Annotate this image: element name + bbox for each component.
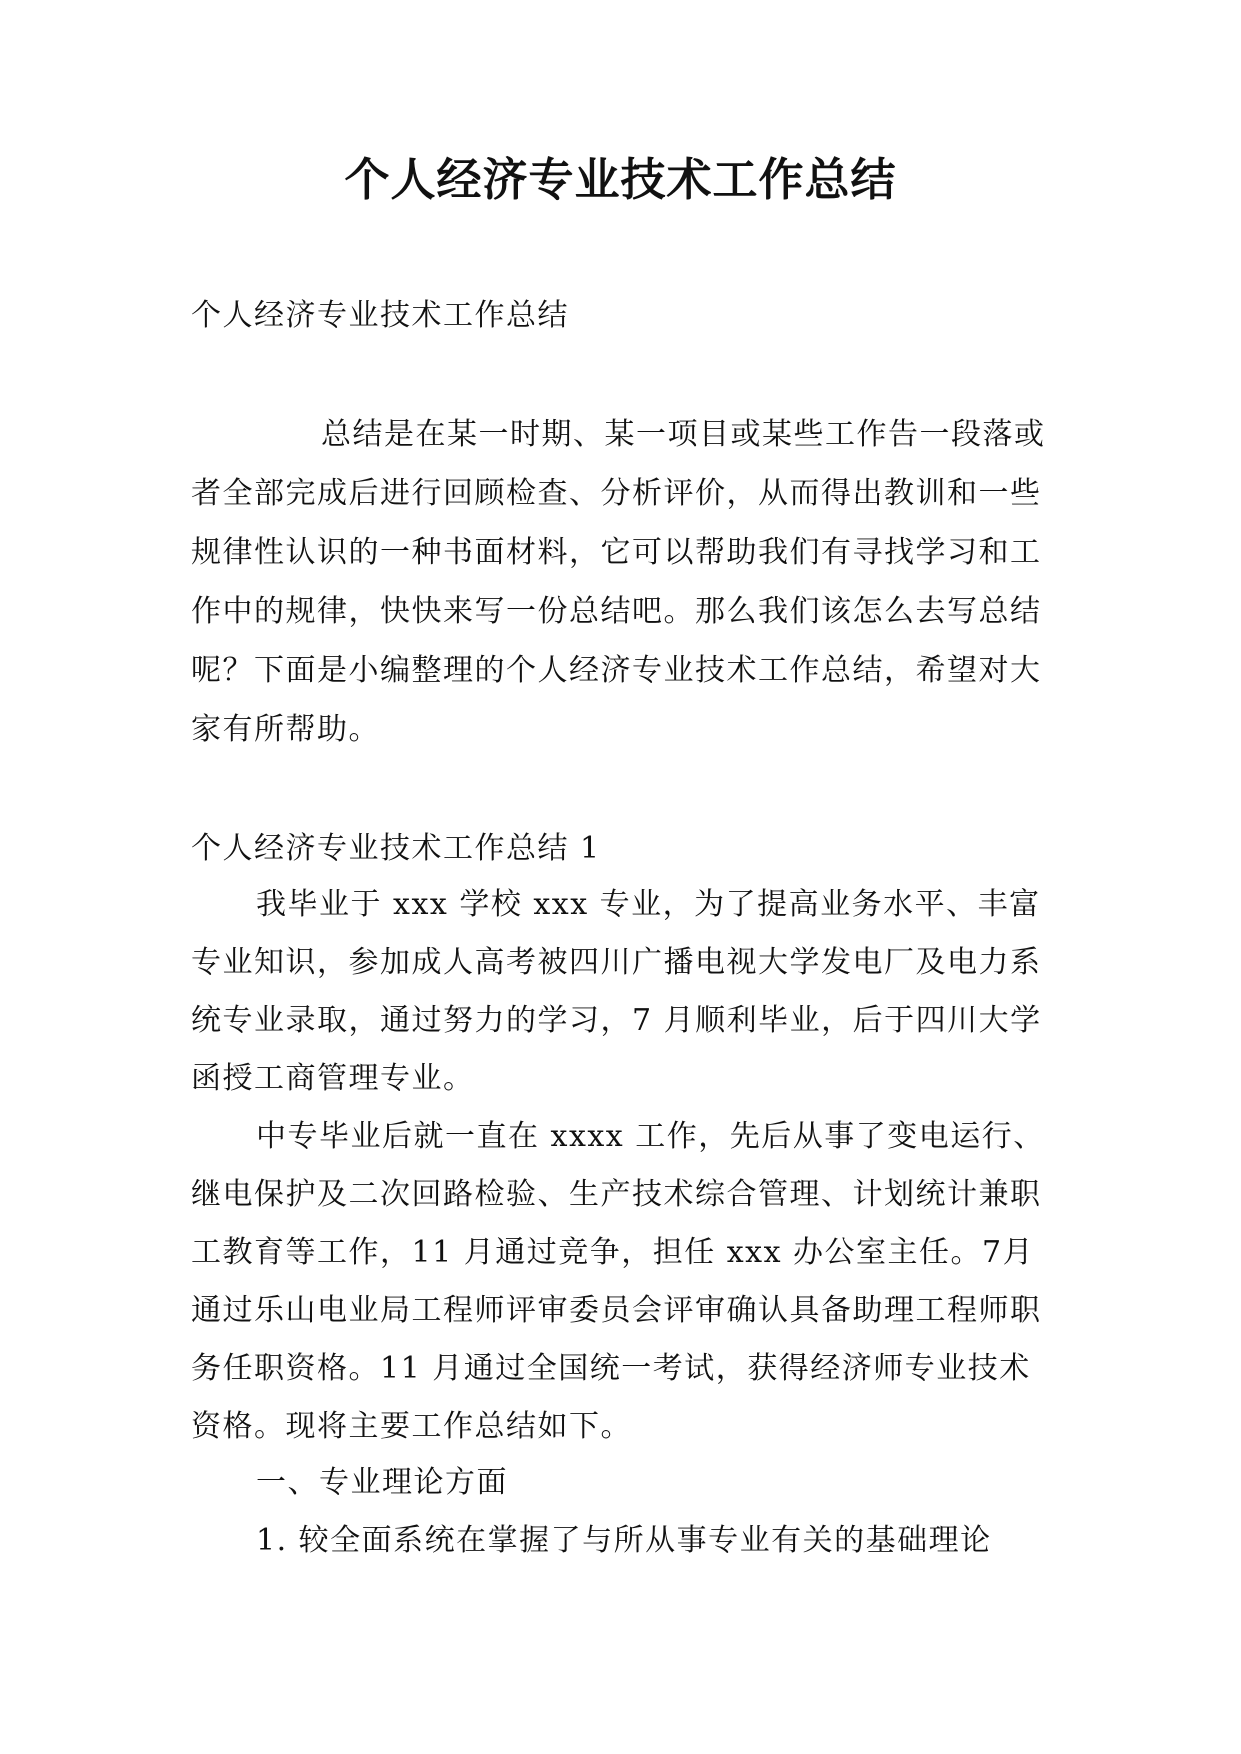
section-heading: 个人经济专业技术工作总结 1 — [191, 831, 601, 866]
document-title: 个人经济专业技术工作总结 — [344, 153, 897, 206]
document-subtitle: 个人经济专业技术工作总结 — [191, 298, 569, 333]
body-paragraph-1: 我毕业于 xxx 学校 xxx 专业，为了提高业务水平、丰富专业知识，参加成人高考被四川广播电视大学发电厂及电力系统专业录取，通过努力的学习，7 月顺利毕业，后于四川大学函授工商管理专业。 — [191, 887, 1042, 1096]
intro-paragraph: 总结是在某一时期、某一项目或某些工作告一段落或者全部完成后进行回顾检查、分析评价，从而得出教训和一些规律性认识的一种书面材料，它可以帮助我们有寻找学习和工作中的规律，快快来写一份总结吧。那么我们该怎么去写总结呢？下面是小编整理的个人经济专业技术工作总结，希望对大家有所帮助。 — [191, 417, 1046, 747]
body-paragraph-2: 中专毕业后就一直在 xxxx 工作，先后从事了变电运行、继电保护及二次回路检验、生产技术综合管理、计划统计兼职工教育等工作，11 月通过竞争，担任 xxx 办公室主任。7月通过乐山电业局工程师评审委员会评审确认具备助理工程师职务任职资格。11 月通过全国统一考试，获得经济师专业技术资格。现将主要工作总结如下。 — [191, 1119, 1045, 1444]
list-item-1: 1. 较全面系统在掌握了与所从事专业有关的基础理论 — [256, 1523, 992, 1558]
subsection-heading: 一、专业理论方面 — [256, 1465, 508, 1500]
